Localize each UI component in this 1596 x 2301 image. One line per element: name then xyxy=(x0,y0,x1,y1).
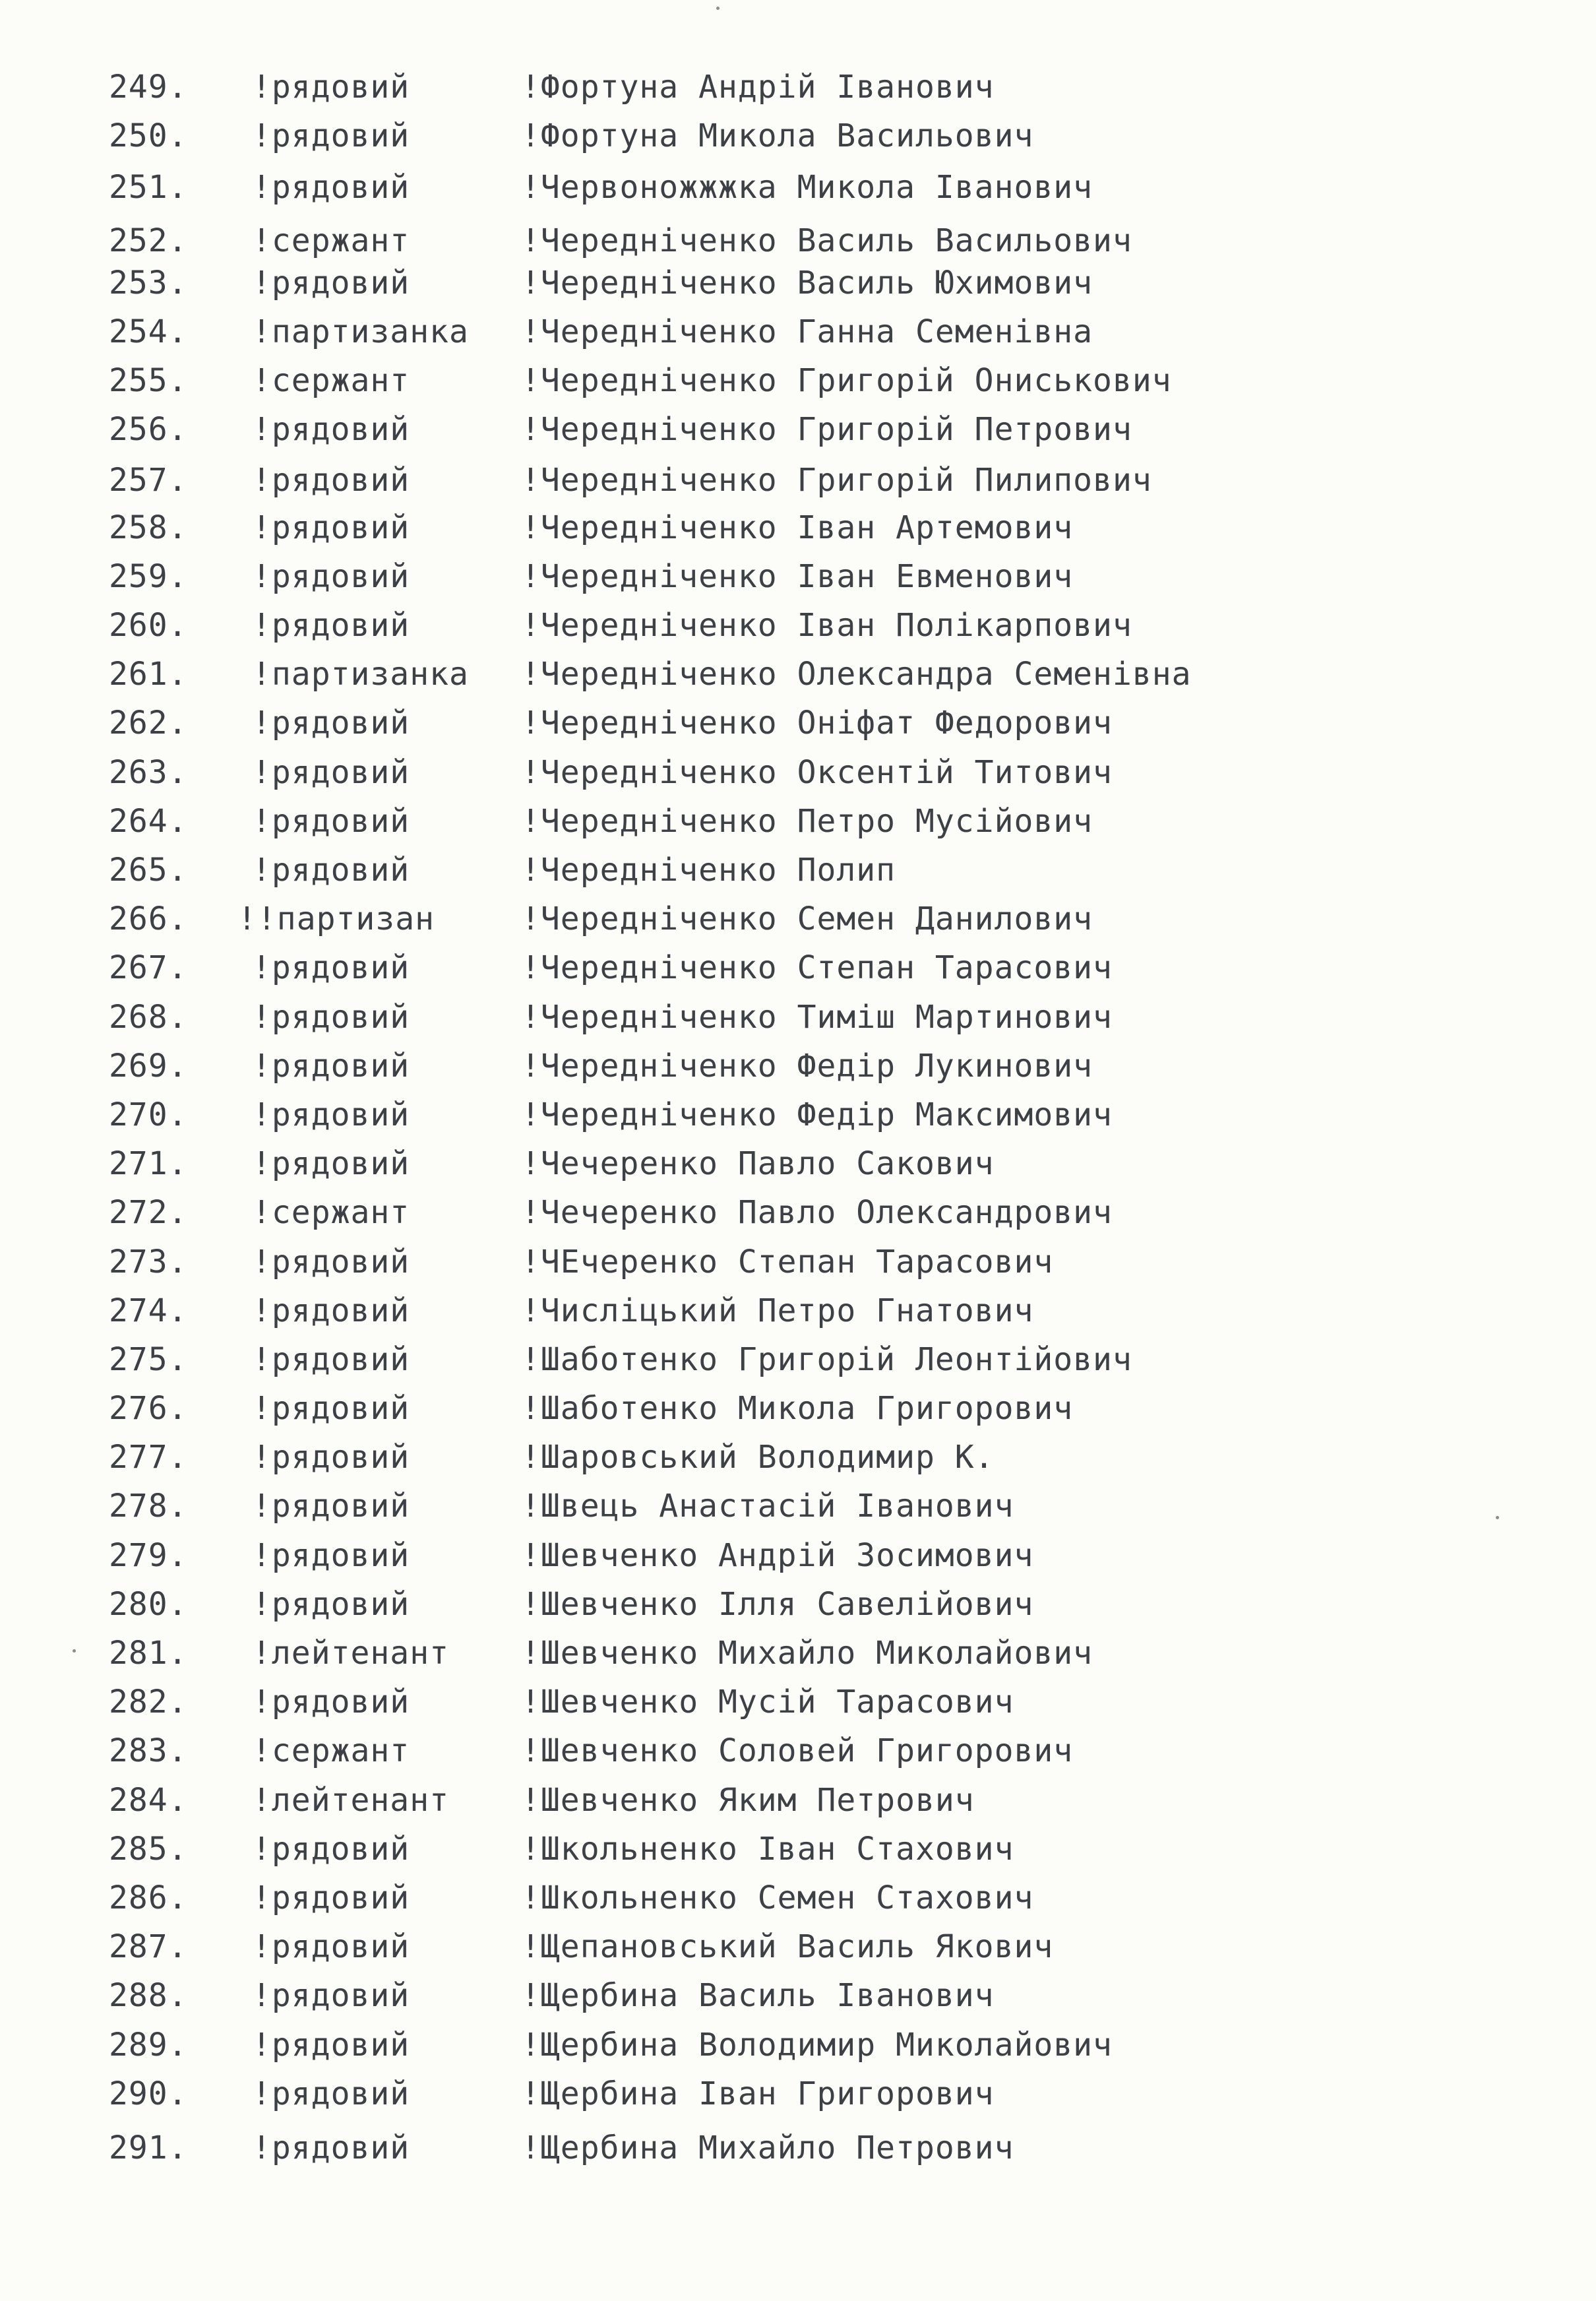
roster-row xyxy=(0,1384,1596,1433)
military-rank: !рядовий xyxy=(252,1340,410,1378)
full-name: !Чередніченко Федір Максимович xyxy=(521,1096,1113,1133)
full-name: !Чередніченко Оксентій Титович xyxy=(521,753,1113,791)
roster-row xyxy=(0,1139,1596,1188)
full-name: !Шевченко Соловей Григорович xyxy=(521,1732,1074,1770)
row-number: 261. xyxy=(109,656,188,693)
roster-row xyxy=(0,1580,1596,1629)
military-rank: !рядовий xyxy=(252,949,410,987)
row-number: 267. xyxy=(109,949,188,987)
roster-row xyxy=(0,943,1596,992)
full-name: !Щепановський Василь Якович xyxy=(521,1928,1054,1966)
military-rank: !рядовий xyxy=(252,1145,410,1183)
full-name: !Чечеренко Павло Олександрович xyxy=(521,1194,1113,1232)
full-name: !Чередніченко Григорій Петрович xyxy=(521,411,1132,449)
roster-row xyxy=(0,259,1596,307)
military-rank: !рядовий xyxy=(252,607,410,645)
military-rank: !рядовий xyxy=(252,1928,410,1966)
row-number: 284. xyxy=(109,1781,188,1819)
row-number: 291. xyxy=(109,2129,188,2166)
row-number: 255. xyxy=(109,362,188,400)
roster-row xyxy=(0,307,1596,356)
roster-row xyxy=(0,1776,1596,1825)
full-name: !Чередніченко Василь Юхимович xyxy=(521,264,1093,301)
row-number: 283. xyxy=(109,1732,188,1770)
military-rank: !рядовий xyxy=(252,998,410,1036)
roster-row xyxy=(0,1238,1596,1286)
military-rank: !рядовий xyxy=(252,1684,410,1721)
military-rank: !сержант xyxy=(252,222,410,259)
full-name: !Чередніченко Ганна Семенівна xyxy=(521,313,1093,350)
row-number: 290. xyxy=(109,2075,188,2112)
military-rank: !рядовий xyxy=(252,1096,410,1133)
military-rank: !рядовий xyxy=(252,1439,410,1476)
full-name: !Щербина Іван Григорович xyxy=(521,2075,995,2112)
military-rank: !рядовий xyxy=(252,117,410,155)
roster-row xyxy=(0,1090,1596,1139)
military-rank: !рядовий xyxy=(252,264,410,301)
row-number: 288. xyxy=(109,1977,188,2015)
row-number: 273. xyxy=(109,1243,188,1280)
military-rank: !сержант xyxy=(252,362,410,400)
military-rank: !рядовий xyxy=(252,705,410,742)
row-number: 252. xyxy=(109,222,188,259)
roster-row xyxy=(0,1286,1596,1335)
roster-row xyxy=(0,1042,1596,1090)
military-rank: !рядовий xyxy=(252,461,410,499)
roster-row xyxy=(0,1531,1596,1580)
row-number: 250. xyxy=(109,117,188,155)
roster-row xyxy=(0,216,1596,265)
military-rank: !рядовий xyxy=(252,1292,410,1329)
roster-row xyxy=(0,650,1596,699)
roster-row xyxy=(0,1629,1596,1678)
row-number: 256. xyxy=(109,411,188,449)
row-number: 281. xyxy=(109,1635,188,1672)
row-number: 289. xyxy=(109,2026,188,2064)
full-name: !Числіцький Петро Гнатович xyxy=(521,1292,1034,1329)
full-name: !Чередніченко Василь Васильович xyxy=(521,222,1132,259)
roster-row xyxy=(0,63,1596,111)
roster-row xyxy=(0,111,1596,160)
row-number: 275. xyxy=(109,1340,188,1378)
roster-row xyxy=(0,1678,1596,1726)
row-number: 270. xyxy=(109,1096,188,1133)
full-name: !Чередніченко Іван Евменович xyxy=(521,557,1074,595)
military-rank: !рядовий xyxy=(252,852,410,889)
military-rank: !рядовий xyxy=(252,169,410,206)
full-name: !Чередніченко Григорій Ониськович xyxy=(521,362,1172,400)
full-name: !Швець Анастасій Іванович xyxy=(521,1488,1014,1525)
full-name: !Шаботенко Микола Григорович xyxy=(521,1390,1074,1428)
roster-row xyxy=(0,1922,1596,1971)
roster-row xyxy=(0,2124,1596,2172)
row-number: 271. xyxy=(109,1145,188,1183)
full-name: !Чередніченко Полип xyxy=(521,852,896,889)
military-rank: !!партизан xyxy=(237,900,435,938)
military-rank: !рядовий xyxy=(252,1879,410,1916)
full-name: !Червоножжжка Микола Іванович xyxy=(521,169,1093,206)
full-name: !Чечеренко Павло Сакович xyxy=(521,1145,995,1183)
roster-row xyxy=(0,748,1596,797)
roster-row xyxy=(0,2021,1596,2069)
roster-row xyxy=(0,601,1596,650)
roster-row xyxy=(0,1482,1596,1530)
row-number: 276. xyxy=(109,1390,188,1428)
full-name: !Чередніченко Федір Лукинович xyxy=(521,1047,1093,1085)
full-name: !Школьненко Семен Стахович xyxy=(521,1879,1034,1916)
row-number: 253. xyxy=(109,264,188,301)
row-number: 249. xyxy=(109,69,188,106)
full-name: !Шевченко Ілля Савелійович xyxy=(521,1585,1034,1623)
row-number: 260. xyxy=(109,607,188,645)
military-rank: !рядовий xyxy=(252,1488,410,1525)
full-name: !Шаровський Володимир К. xyxy=(521,1439,995,1476)
full-name: !Чередніченко Іван Артемович xyxy=(521,509,1074,546)
roster-row xyxy=(0,797,1596,846)
row-number: 269. xyxy=(109,1047,188,1085)
roster-row xyxy=(0,699,1596,747)
roster-row xyxy=(0,1825,1596,1874)
military-rank: !рядовий xyxy=(252,557,410,595)
roster-row xyxy=(0,405,1596,454)
row-number: 287. xyxy=(109,1928,188,1966)
military-rank: !сержант xyxy=(252,1194,410,1232)
row-number: 278. xyxy=(109,1488,188,1525)
full-name: !Чередніченко Олександра Семенівна xyxy=(521,656,1192,693)
roster-row xyxy=(0,1188,1596,1237)
roster-row xyxy=(0,2069,1596,2118)
military-rank: !партизанка xyxy=(252,313,469,350)
roster-row xyxy=(0,1433,1596,1482)
full-name: !Чередніченко Іван Полікарпович xyxy=(521,607,1132,645)
military-rank: !рядовий xyxy=(252,1977,410,2015)
row-number: 251. xyxy=(109,169,188,206)
row-number: 279. xyxy=(109,1536,188,1574)
row-number: 257. xyxy=(109,461,188,499)
full-name: !Фортуна Микола Васильович xyxy=(521,117,1034,155)
row-number: 274. xyxy=(109,1292,188,1329)
military-rank: !партизанка xyxy=(252,656,469,693)
full-name: !Шевченко Мусій Тарасович xyxy=(521,1684,1014,1721)
military-rank: !рядовий xyxy=(252,2129,410,2166)
full-name: !Чередніченко Тиміш Мартинович xyxy=(521,998,1113,1036)
full-name: !Шевченко Андрій Зосимович xyxy=(521,1536,1034,1574)
row-number: 277. xyxy=(109,1439,188,1476)
military-rank: !рядовий xyxy=(252,802,410,840)
full-name: !Чередніченко Оніфат Федорович xyxy=(521,705,1113,742)
military-rank: !рядовий xyxy=(252,1243,410,1280)
row-number: 264. xyxy=(109,802,188,840)
personnel-roster xyxy=(0,63,1596,2253)
military-rank: !рядовий xyxy=(252,1047,410,1085)
roster-row xyxy=(0,1971,1596,2020)
row-number: 286. xyxy=(109,1879,188,1916)
row-number: 272. xyxy=(109,1194,188,1232)
military-rank: !сержант xyxy=(252,1732,410,1770)
military-rank: !рядовий xyxy=(252,753,410,791)
military-rank: !лейтенант xyxy=(252,1635,449,1672)
roster-row xyxy=(0,993,1596,1042)
full-name: !Школьненко Іван Стахович xyxy=(521,1830,1014,1868)
military-rank: !рядовий xyxy=(252,69,410,106)
roster-row xyxy=(0,552,1596,601)
full-name: !Чередніченко Петро Мусійович xyxy=(521,802,1093,840)
full-name: !ЧЕчеренко Степан Тарасович xyxy=(521,1243,1054,1280)
row-number: 265. xyxy=(109,852,188,889)
military-rank: !рядовий xyxy=(252,1585,410,1623)
full-name: !Щербина Михайло Петрович xyxy=(521,2129,1014,2166)
military-rank: !рядовий xyxy=(252,2026,410,2064)
full-name: !Щербина Василь Іванович xyxy=(521,1977,995,2015)
row-number: 268. xyxy=(109,998,188,1036)
roster-row xyxy=(0,846,1596,895)
military-rank: !рядовий xyxy=(252,509,410,546)
roster-row xyxy=(0,163,1596,212)
military-rank: !рядовий xyxy=(252,1830,410,1868)
full-name: !Чередніченко Семен Данилович xyxy=(521,900,1093,938)
full-name: !Чередніченко Степан Тарасович xyxy=(521,949,1113,987)
roster-row xyxy=(0,895,1596,943)
full-name: !Шевченко Яким Петрович xyxy=(521,1781,975,1819)
military-rank: !лейтенант xyxy=(252,1781,449,1819)
military-rank: !рядовий xyxy=(252,2075,410,2112)
full-name: !Шевченко Михайло Миколайович xyxy=(521,1635,1093,1672)
ink-speck xyxy=(716,7,720,10)
full-name: !Шаботенко Григорій Леонтійович xyxy=(521,1340,1132,1378)
military-rank: !рядовий xyxy=(252,1390,410,1428)
roster-row xyxy=(0,1726,1596,1775)
row-number: 266. xyxy=(109,900,188,938)
roster-row xyxy=(0,503,1596,552)
roster-row xyxy=(0,356,1596,405)
full-name: !Чередніченко Григорій Пилипович xyxy=(521,461,1152,499)
full-name: !Щербина Володимир Миколайович xyxy=(521,2026,1113,2064)
row-number: 262. xyxy=(109,705,188,742)
roster-row xyxy=(0,1874,1596,1922)
row-number: 282. xyxy=(109,1684,188,1721)
roster-row xyxy=(0,1335,1596,1384)
row-number: 280. xyxy=(109,1585,188,1623)
row-number: 259. xyxy=(109,557,188,595)
roster-row xyxy=(0,456,1596,505)
row-number: 258. xyxy=(109,509,188,546)
full-name: !Фортуна Андрій Іванович xyxy=(521,69,995,106)
row-number: 263. xyxy=(109,753,188,791)
row-number: 285. xyxy=(109,1830,188,1868)
row-number: 254. xyxy=(109,313,188,350)
military-rank: !рядовий xyxy=(252,1536,410,1574)
military-rank: !рядовий xyxy=(252,411,410,449)
